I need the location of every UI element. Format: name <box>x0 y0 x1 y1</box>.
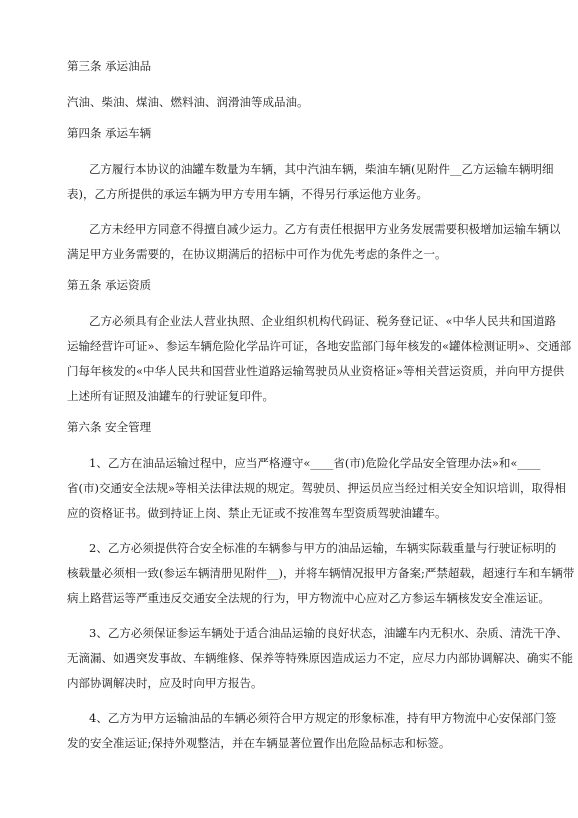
article-6-item-4 <box>66 706 557 756</box>
text-line: 病上路营运等严重违反交通安全法规的行为，甲方物流中心应对乙方参运车辆核发安全准运证。 <box>67 591 550 605</box>
text-line: 应的资格证书。做到持证上岗、禁止无证或不按准驾车型资质驾驶油罐车。 <box>67 506 447 520</box>
article-6-item-3 <box>66 621 573 696</box>
article-5-heading: 第五条 承运资质 <box>67 278 152 292</box>
article-6-item-2 <box>66 536 575 611</box>
text-line: 4、乙方为甲方运输油品的车辆必须符合甲方规定的形象标准，持有甲方物流中心安保部门签 <box>89 711 557 725</box>
text-line: 乙方必须具有企业法人营业执照、企业组织机构代码证、税务登记证、«中华人民共和国道路 <box>89 314 557 328</box>
text-line: 乙方未经甲方同意不得擅自减少运力。乙方有责任根据甲方业务发展需要积极增加运输车辆以 <box>89 222 561 236</box>
article-4-paragraph-1 <box>66 157 554 207</box>
text-line: 发的安全准运证;保持外观整洁，并在车辆显著位置作出危险品标志和标签。 <box>67 736 451 750</box>
article-6-heading: 第六条 安全管理 <box>67 420 152 434</box>
text-line: 内部协调解决时，应及时向甲方报告。 <box>67 676 263 690</box>
article-3-paragraph <box>66 90 512 115</box>
text-line: 运输经营许可证»、参运车辆危险化学品许可证，各地安监部门每年核发的«罐体检测证明»、交通部 <box>67 339 572 353</box>
article-6-item-1 <box>66 451 567 526</box>
text-line: 1、乙方在油品运输过程中，应当严格遵守«____省(市)危险化学品安全管理办法»和«____ <box>89 456 541 470</box>
article-4-paragraph-2 <box>66 217 561 267</box>
article-5-paragraph <box>66 309 572 409</box>
text-line: 省(市)交通安全法规»等相关法律法规的规定。驾驶员、押运员应当经过相关安全知识培训，取得相 <box>67 481 567 495</box>
text-line: 乙方履行本协议的油罐车数量为车辆，其中汽油车辆，柴油车辆(见附件__乙方运输车辆明细 <box>89 162 554 176</box>
text-line: 核载量必须相一致(参运车辆清册见附件__)，并将车辆情况报甲方备案;严禁超载，超速行车和车辆带 <box>67 566 575 580</box>
text-line: 汽油、柴油、煤油、燃料油、润滑油等成品油。 <box>67 95 309 109</box>
text-line: 上述所有证照及油罐车的行驶证复印件。 <box>67 389 274 403</box>
text-line: 满足甲方业务需要的，在协议期满后的招标中可作为优先考虑的条件之一。 <box>67 247 447 261</box>
text-line: 表)，乙方所提供的承运车辆为甲方专用车辆，不得另行承运他方业务。 <box>67 187 428 201</box>
text-line: 门每年核发的«中华人民共和国营业性道路运输驾驶员从业资格证»等相关营运资质，并向甲方提供 <box>67 364 565 378</box>
article-4-heading: 第四条 承运车辆 <box>67 126 152 140</box>
text-line: 无滴漏、如遇突发事故、车辆维修、保养等特殊原因造成运力不定，应尽力内部协调解决、确实不能 <box>67 651 573 665</box>
article-3-heading: 第三条 承运油品 <box>67 59 152 73</box>
text-line: 3、乙方必须保证参运车辆处于适合油品运输的良好状态，油罐车内无积水、杂质、清洗干净、 <box>89 626 568 640</box>
text-line: 2、乙方必须提供符合安全标准的车辆参与甲方的油品运输，车辆实际载重量与行驶证标明的 <box>89 541 557 555</box>
